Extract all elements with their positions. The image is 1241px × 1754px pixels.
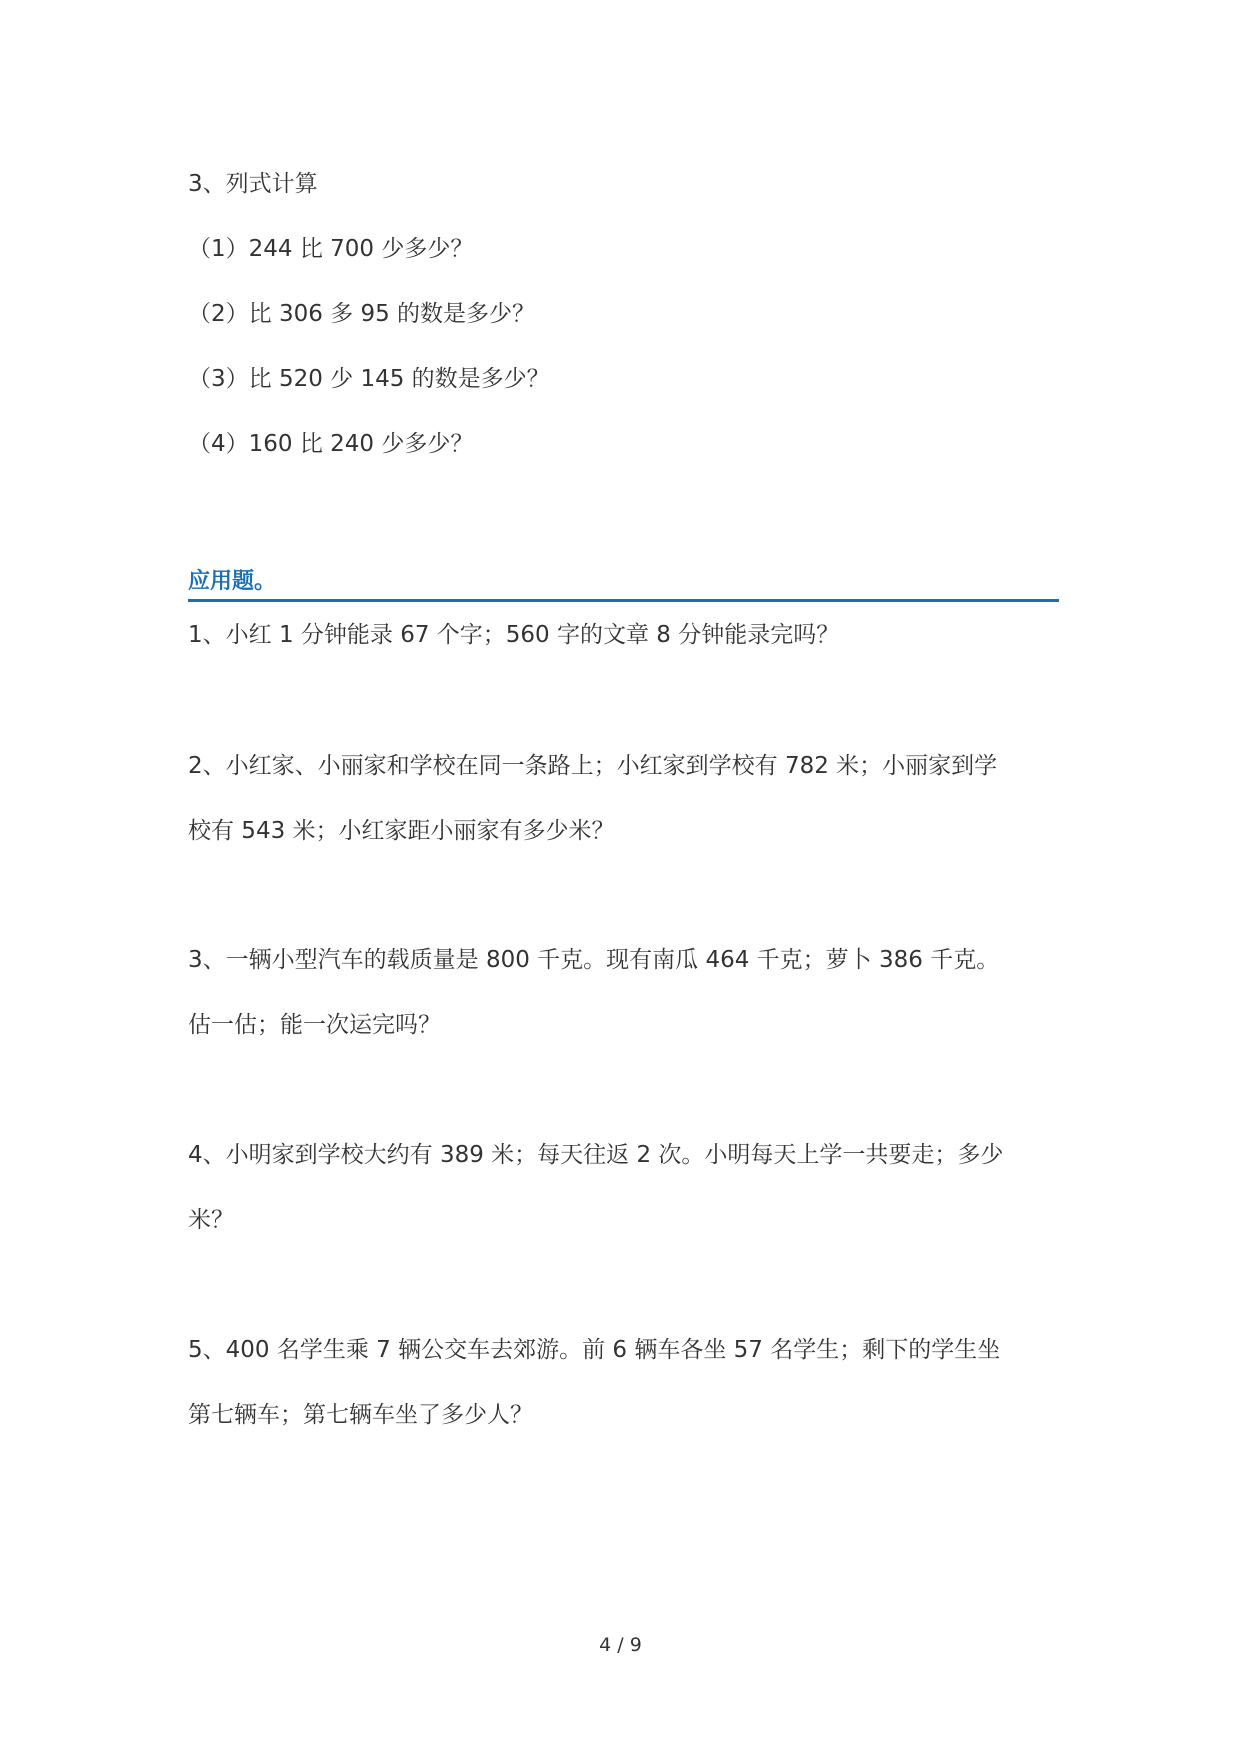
problem-3-line-2: 估一估；能一次运完吗？ [188, 1012, 441, 1038]
problem-2-line-2: 校有 543 米；小红家距小丽家有多少米？ [188, 818, 615, 844]
problem-4-line-2: 米？ [188, 1207, 234, 1233]
calc-item-3: （3）比 520 少 145 的数是多少？ [188, 366, 550, 392]
calc-item-2: （2）比 306 多 95 的数是多少？ [188, 301, 536, 327]
problem-1-line-1: 1、小红 1 分钟能录 67 个字；560 字的文章 8 分钟能录完吗？ [188, 622, 840, 648]
problem-2-line-1: 2、小红家、小丽家和学校在同一条路上；小红家到学校有 782 米；小丽家到学 [188, 753, 998, 779]
calc-item-4: （4）160 比 240 少多少？ [188, 431, 474, 457]
section-divider [188, 599, 1059, 602]
application-section-heading: 应用题。 [188, 569, 277, 594]
calc-item-1: （1）244 比 700 少多少？ [188, 236, 474, 262]
problem-5-line-2: 第七辆车；第七辆车坐了多少人？ [188, 1402, 533, 1428]
problem-5-line-1: 5、400 名学生乘 7 辆公交车去郊游。前 6 辆车各坐 57 名学生；剩下的学生坐 [188, 1337, 1001, 1363]
problem-4-line-1: 4、小明家到学校大约有 389 米；每天往返 2 次。小明每天上学一共要走；多少 [188, 1142, 1004, 1168]
page-number: 4 / 9 [599, 1634, 642, 1656]
problem-3-line-1: 3、一辆小型汽车的载质量是 800 千克。现有南瓜 464 千克；萝卜 386 千克。 [188, 947, 1000, 973]
calc-section-title: 3、列式计算 [188, 171, 318, 197]
